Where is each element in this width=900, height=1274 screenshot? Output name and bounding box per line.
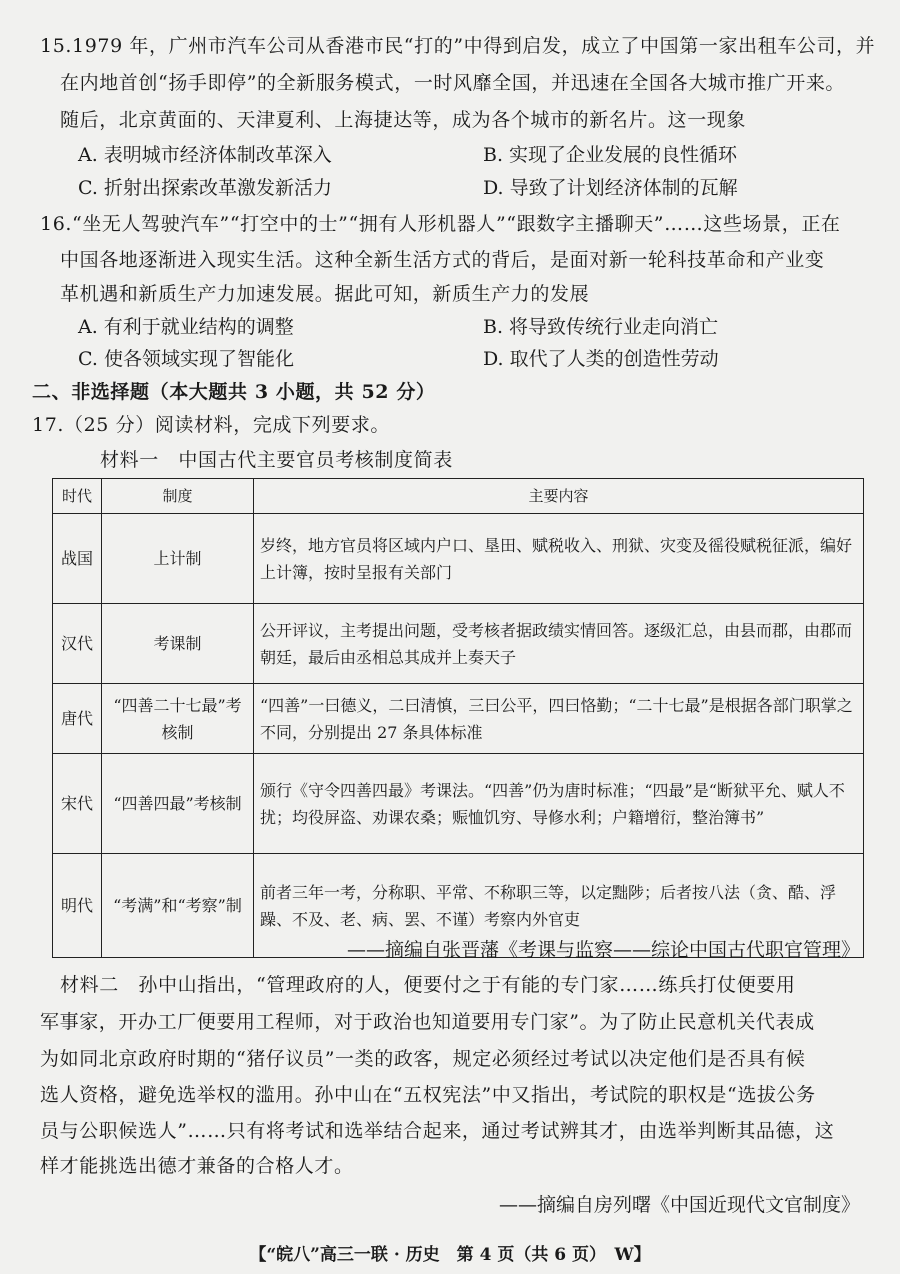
row-content: 岁终，地方官员将区域内户口、垦田、赋税收入、刑狱、灾变及徭役赋税征派，编好上计簿，按时呈报有关部门 xyxy=(254,514,864,604)
row-era: 汉代 xyxy=(53,604,102,684)
q16-line-2: 中国各地逐渐进入现实生活。这种全新生活方式的背后，是面对新一轮科技革命和产业变 xyxy=(60,249,825,271)
material1-title: 材料一 中国古代主要官员考核制度简表 xyxy=(100,449,453,471)
table-row xyxy=(53,604,864,684)
table-header-row xyxy=(53,479,864,514)
material2-line-1: 材料二 孙中山指出，“管理政府的人，便要付之于有能的专门家……练兵打仗便要用 xyxy=(60,974,796,996)
row-system: “考满”和“考察”制 xyxy=(102,854,254,958)
q15-line-1: 15.1979 年，广州市汽车公司从香港市民“打的”中得到启发，成立了中国第一家出租车公司，并 xyxy=(40,35,876,57)
material2-line-4: 选人资格，避免选举权的滥用。孙中山在“五权宪法”中又指出，考试院的职权是“选拔公务 xyxy=(40,1084,816,1106)
table-row xyxy=(53,684,864,754)
row-system: “四善四最”考核制 xyxy=(102,754,254,854)
material2-line-2: 军事家，开办工厂便要用工程师，对于政治也知道要用专门家”。为了防止民意机关代表成 xyxy=(40,1011,815,1033)
assessment-table xyxy=(52,478,864,958)
header-era: 时代 xyxy=(53,479,102,514)
material2-line-5: 员与公职候选人”……只有将考试和选举结合起来，通过考试辨其才，由选举判断其品德，这 xyxy=(40,1120,835,1142)
table-row xyxy=(53,754,864,854)
row-content: 颁行《守令四善四最》考课法。“四善”仍为唐时标准；“四最”是“断狱平允、赋人不扰；均役屏盗、劝课农桑；赈恤饥穷、导修水利；户籍增衍，整治簿书” xyxy=(254,754,864,854)
q17-intro: 17.（25 分）阅读材料，完成下列要求。 xyxy=(32,414,391,436)
row-system: “四善二十七最”考核制 xyxy=(102,684,254,754)
q15-option-c: C. 折射出探索改革激发新活力 xyxy=(78,177,332,199)
row-system: 上计制 xyxy=(102,514,254,604)
header-content: 主要内容 xyxy=(254,479,864,514)
row-content: 公开评议，主考提出问题，受考核者据政绩实情回答。逐级汇总，由县而郡，由郡而朝廷，最后由丞相总其成并上奏天子 xyxy=(254,604,864,684)
q16-option-b: B. 将导致传统行业走向消亡 xyxy=(483,316,719,338)
q16-line-3: 革机遇和新质生产力加速发展。据此可知，新质生产力的发展 xyxy=(60,283,590,305)
page-footer: 【“皖八”高三一联 · 历史 第 4 页（共 6 页） W】 xyxy=(249,1245,651,1265)
q16-line-1: 16.“坐无人驾驶汽车”“打空中的士”“拥有人形机器人”“跟数字主播聊天”……这些场景，正在 xyxy=(40,213,841,235)
header-system: 制度 xyxy=(102,479,254,514)
row-system: 考课制 xyxy=(102,604,254,684)
q15-line-2: 在内地首创“扬手即停”的全新服务模式，一时风靡全国，并迅速在全国各大城市推广开来。 xyxy=(60,72,846,94)
q15-option-d: D. 导致了计划经济体制的瓦解 xyxy=(483,177,738,199)
row-content: “四善”一曰德义，二曰清慎，三曰公平，四曰恪勤；“二十七最”是根据各部门职掌之不同，分别提出 27 条具体标准 xyxy=(254,684,864,754)
row-content: 前者三年一考，分称职、平常、不称职三等，以定黜陟；后者按八法（贪、酷、浮躁、不及、老、病、罢、不谨）考察内外官吏 xyxy=(254,854,864,958)
row-era: 唐代 xyxy=(53,684,102,754)
q16-option-a: A. 有利于就业结构的调整 xyxy=(78,316,294,338)
table-row xyxy=(53,514,864,604)
q16-option-c: C. 使各领域实现了智能化 xyxy=(78,348,294,370)
q16-option-d: D. 取代了人类的创造性劳动 xyxy=(483,348,719,370)
q15-option-b: B. 实现了企业发展的良性循环 xyxy=(483,144,738,166)
row-era: 宋代 xyxy=(53,754,102,854)
section-title: 二、非选择题（本大题共 3 小题，共 52 分） xyxy=(32,381,436,403)
source-1: ——摘编自张晋藩《考课与监察——综论中国古代职官管理》 xyxy=(346,939,860,961)
source-2: ——摘编自房列曙《中国近现代文官制度》 xyxy=(498,1194,860,1216)
q15-line-3: 随后，北京黄面的、天津夏利、上海捷达等，成为各个城市的新名片。这一现象 xyxy=(60,109,747,131)
row-era: 战国 xyxy=(53,514,102,604)
material2-line-6: 样才能挑选出德才兼备的合格人才。 xyxy=(40,1155,354,1177)
row-era: 明代 xyxy=(53,854,102,958)
material2-line-3: 为如同北京政府时期的“猪仔议员”一类的政客，规定必须经过考试以决定他们是否具有候 xyxy=(40,1048,806,1070)
q15-option-a: A. 表明城市经济体制改革深入 xyxy=(78,144,332,166)
